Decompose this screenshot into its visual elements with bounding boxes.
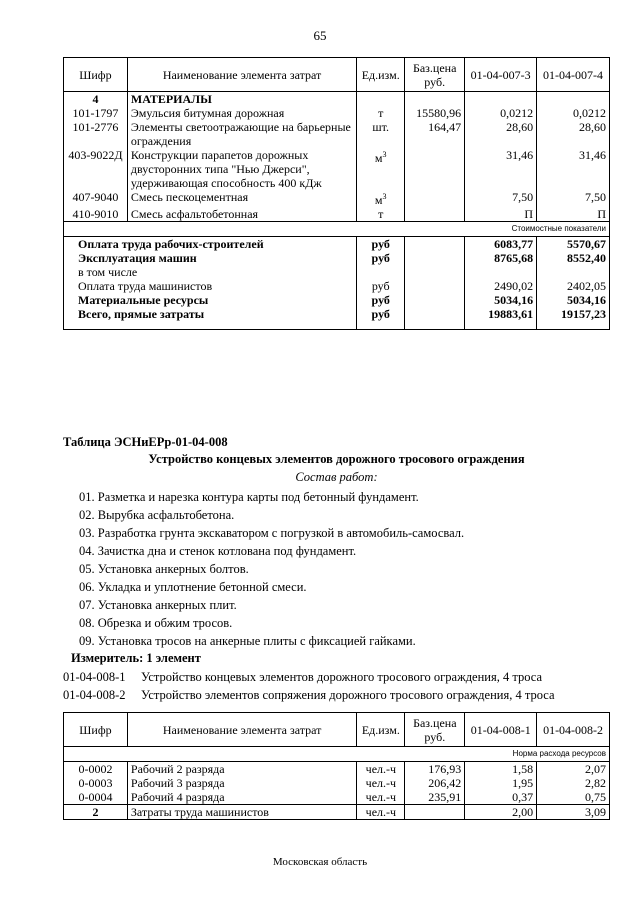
header-unit: Ед.изм. xyxy=(357,58,405,92)
list-item: 01. Разметка и нарезка контура карты под бетонный фундамент. xyxy=(79,490,419,504)
table-row: 0-0003 Рабочий 3 разряда чел.-ч 206,42 1,95 2,82 xyxy=(64,776,610,790)
list-item: 04. Зачистка дна и стенок котлована под фундамент. xyxy=(79,544,357,558)
list-item: 05. Установка анкерных болтов. xyxy=(79,562,249,576)
footer: Московская область xyxy=(272,856,368,868)
header-code: Шифр xyxy=(64,713,128,747)
list-item: 07. Установка анкерных плит. xyxy=(79,598,237,612)
table-row: 0-0002 Рабочий 2 разряда чел.-ч 176,93 1,58 2,07 xyxy=(64,762,610,777)
list-item: 09. Установка тросов на анкерные плиты с фиксацией гайками. xyxy=(79,634,416,648)
norm-label-row xyxy=(64,747,610,762)
summary-row: Всего, прямые затраты руб 19883,61 19157,23 xyxy=(64,307,610,329)
header-col2: 01-04-007-4 xyxy=(537,58,610,92)
table-row: 403-9022Д Конструкции парапетов дорожных двусторонних типа "Нью Джерси", удерживающая способность 400 кДж $м^3$ 31,46 31,46 xyxy=(64,148,610,190)
summary-row: Оплата труда рабочих-строителей руб 6083,77 5570,67 xyxy=(64,237,610,252)
header-col1: 01-04-007-3 xyxy=(465,58,537,92)
list-item: 02. Вырубка асфальтобетона. xyxy=(79,508,235,522)
header-price: Баз.цена руб. xyxy=(405,713,465,747)
header-unit: Ед.изм. xyxy=(357,713,405,747)
norm-label: Норма расхода ресурсов xyxy=(64,747,610,762)
table-header-row xyxy=(64,58,610,92)
cost-indicators-label: Стоимостные показатели xyxy=(64,222,610,237)
section-row xyxy=(64,92,610,107)
summary-row: в том числе xyxy=(64,265,610,279)
table-row: 410-9010 Смесь асфальтобетонная т П П xyxy=(64,207,610,222)
list-item: 01-04-008-2 Устройство элементов сопряжения дорожного тросового ограждения, 4 троса xyxy=(63,688,555,702)
table-row: 0-0004 Рабочий 4 разряда чел.-ч 235,91 0,37 0,75 xyxy=(64,790,610,805)
list-item: 06. Укладка и уплотнение бетонной смеси. xyxy=(79,580,307,594)
cost-table-007 xyxy=(63,57,610,330)
works-heading: Состав работ: xyxy=(295,470,378,484)
summary-row: Эксплуатация машин руб 8765,68 8552,40 xyxy=(64,251,610,265)
section-name: МАТЕРИАЛЫ xyxy=(127,92,356,107)
table-subtitle: Устройство концевых элементов дорожного тросового ограждения xyxy=(148,452,525,466)
header-name: Наименование элемента затрат xyxy=(127,58,356,92)
table-row: 101-2776 Элементы светоотражающие на барьерные ограждения шт. 164,47 28,60 28,60 xyxy=(64,120,610,148)
works-list xyxy=(79,488,464,650)
summary-row: Материальные ресурсы руб 5034,16 5034,16 xyxy=(64,293,610,307)
codes-list xyxy=(63,668,555,704)
table-title: Таблица ЭСНиЕРр-01-04-008 xyxy=(63,435,228,449)
header-col2: 01-04-008-2 xyxy=(537,713,610,747)
table-row: 2 Затраты труда машинистов чел.-ч 2,00 3,09 xyxy=(64,805,610,820)
header-name: Наименование элемента затрат xyxy=(127,713,356,747)
header-col1: 01-04-008-1 xyxy=(465,713,537,747)
section-number: 4 xyxy=(64,92,128,107)
table-row: 407-9040 Смесь пескоцементная $м^3$ 7,50 7,50 xyxy=(64,190,610,207)
list-item: 08. Обрезка и обжим тросов. xyxy=(79,616,233,630)
header-code: Шифр xyxy=(64,58,128,92)
summary-row: Оплата труда машинистов руб 2490,02 2402,05 xyxy=(64,279,610,293)
table-row: 101-1797 Эмульсия битумная дорожная т 15580,96 0,0212 0,0212 xyxy=(64,106,610,120)
table-header-row xyxy=(64,713,610,747)
header-price: Баз.цена руб. xyxy=(405,58,465,92)
page-number: 65 xyxy=(313,28,327,43)
cost-label-row xyxy=(64,222,610,237)
list-item: 03. Разработка грунта экскаватором с погрузкой в автомобиль-самосвал. xyxy=(79,526,465,540)
norm-table-008 xyxy=(63,712,610,820)
list-item: 01-04-008-1 Устройство концевых элементов дорожного тросового ограждения, 4 троса xyxy=(63,670,543,684)
meter-label: Измеритель: 1 элемент xyxy=(71,651,201,665)
